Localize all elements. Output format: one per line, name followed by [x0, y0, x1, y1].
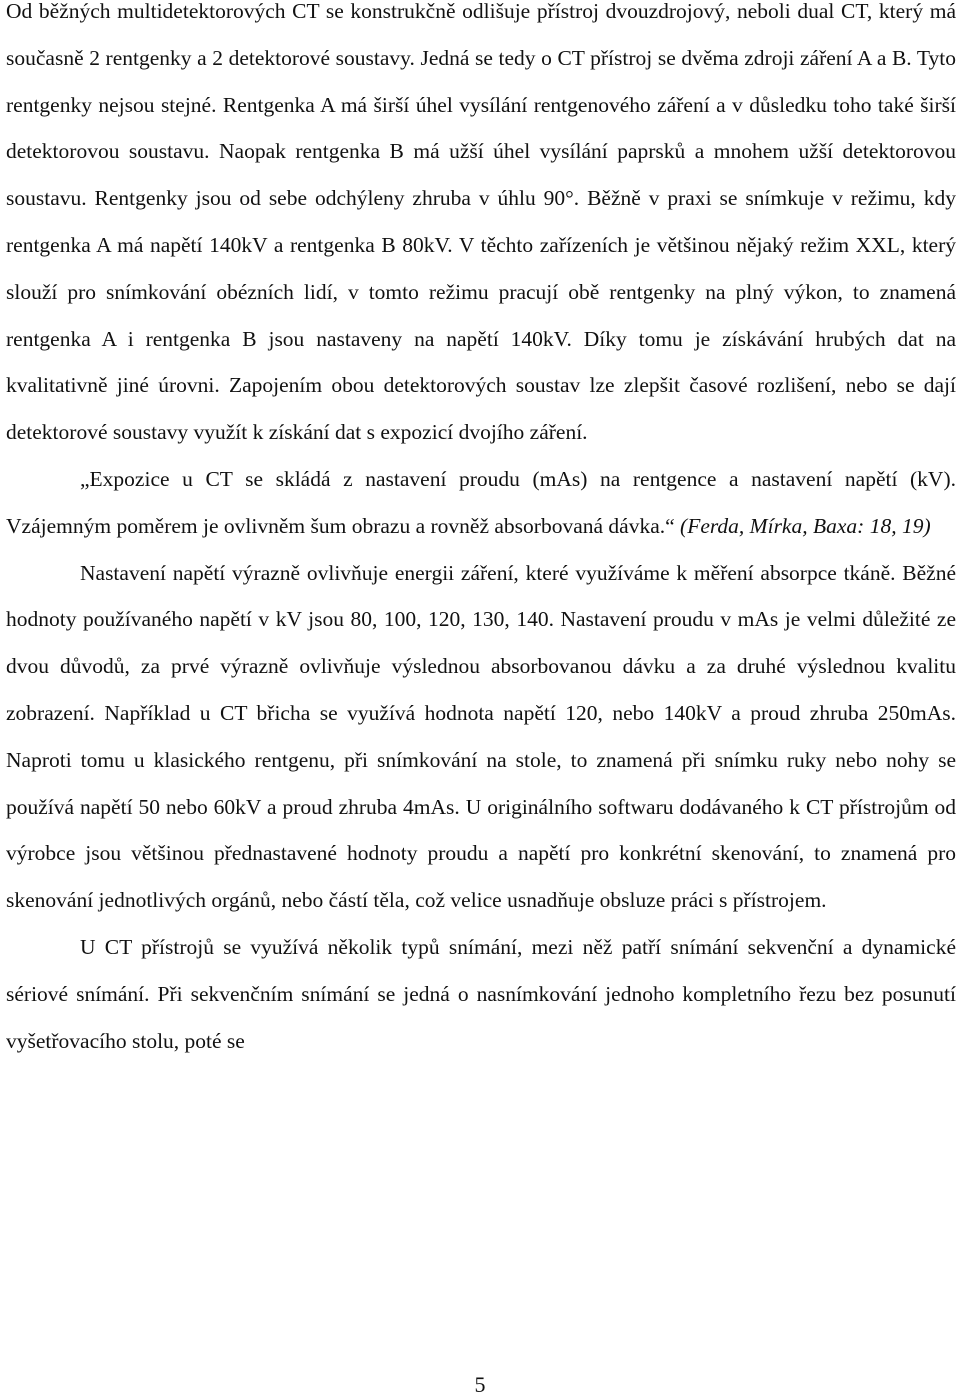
paragraph-voltage-current: Nastavení napětí výrazně ovlivňuje energii záření, které využíváme k měření absorpce tkáně. Běžné hodnoty používaného napětí v kV jsou 80, 100, 120, 130, 140. Nastavení proudu v mAs je velmi důležité ze dvou důvodů, za prvé výrazně ovlivňuje výslednou absorbovanou dávku a za druhé výslednou kvalitu zobrazení. Například u CT břicha se využívá hodnota napětí 120, nebo 140kV a proud zhruba 250mAs. Naproti tomu u klasického rentgenu, při snímkování na stole, to znamená při snímku ruky nebo nohy se používá napětí 50 nebo 60kV a proud zhruba 4mAs. U originálního softwaru dodávaného k CT přístrojům od výrobce jsou většinou přednastavené hodnoty proudu a napětí pro konkrétní skenování, to znamená pro skenování jednotlivých orgánů, nebo částí těla, což velice usnadňuje obsluze práci s přístrojem.: [6, 560, 956, 913]
paragraph-dual-ct: Od běžných multidetektorových CT se konstrukčně odlišuje přístroj dvouzdrojový, neboli dual CT, který má současně 2 rentgenky a 2 detektorové soustavy. Jedná se tedy o CT přístroj se dvěma zdroji záření A a B. Tyto rentgenky nejsou stejné. Rentgenka A má širší úhel vysílání rentgenového záření a v důsledku toho také širší detektorovou soustavu. Naopak rentgenka B má užší úhel vysílání paprsků a mnohem užší detektorovou soustavu. Rentgenky jsou od sebe odchýleny zhruba v úhlu 90°. Běžně v praxi se snímkuje v režimu, kdy rentgenka A má napětí 140kV a rentgenka B 80kV. V těchto zařízeních je většinou nějaký režim XXL, který slouží pro snímkování obézních lidí, v tomto režimu pracují obě rentgenky na plný výkon, to znamená rentgenka A i rentgenka B jsou nastaveny na napětí 140kV. Díky tomu je získávání hrubých dat na kvalitativně jiné úrovni. Zapojením obou detektorových soustav lze zlepšit časové rozlišení, nebo se dají detektorové soustavy využít k získání dat s expozicí dvojího záření.: [6, 0, 956, 445]
quote-text: „Expozice u CT se skládá z nastavení proudu (mAs) na rentgence a nastavení napětí (kV). Vzájemným poměrem je ovlivněm šum obrazu a rovněž absorbovaná dávka.“: [6, 466, 956, 538]
citation: (Ferda, Mírka, Baxa: 18, 19): [680, 513, 931, 538]
paragraph-exposure-quote: [6, 456, 956, 550]
document-page: [6, 0, 956, 1064]
paragraph-scanning-types: U CT přístrojů se využívá několik typů snímání, mezi něž patří snímání sekvenční a dynamické sériové snímání. Při sekvenčním snímání se jedná o nasnímkování jednoho kompletního řezu bez posunutí vyšetřovacího stolu, poté se: [6, 934, 956, 1053]
page-number: 5: [474, 1372, 486, 1397]
